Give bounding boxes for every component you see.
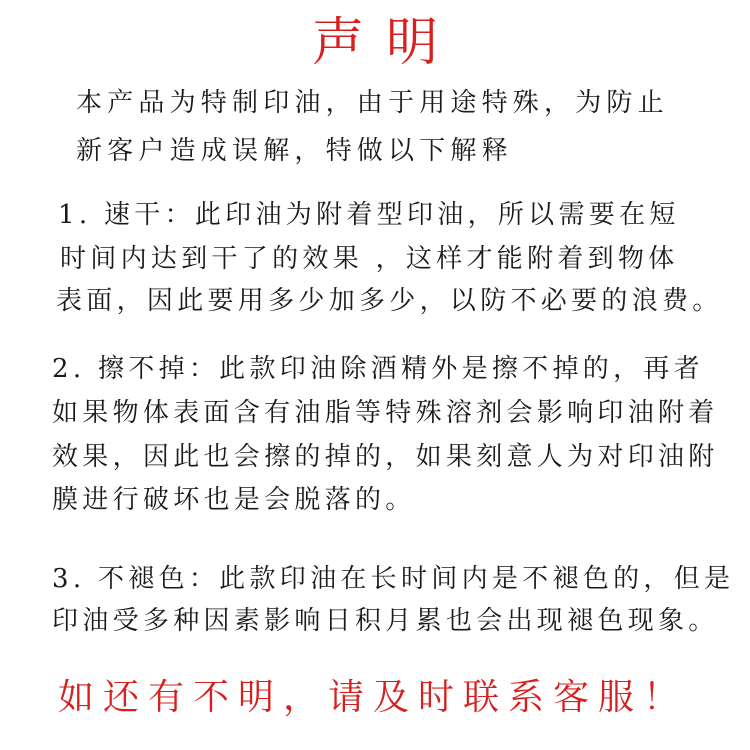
- notice-title: 声明: [311, 13, 460, 73]
- section3-line-2: 印油受多种因素影响日积月累也会出现褪色现象。: [52, 606, 719, 636]
- section1-line-2: 时间内达到干了的效果 ，这样才能附着到物体: [60, 244, 679, 274]
- section2-line-1: 2. 擦不掉：此款印油除酒精外是擦不掉的，再者: [52, 354, 704, 384]
- section2-line-3: 效果，因此也会擦的掉的，如果刻意人为对印油附: [52, 442, 719, 472]
- intro-line-2: 新客户造成误解，特做以下解释: [76, 136, 513, 166]
- intro-line-1: 本产品为特制印油，由于用途特殊，为防止: [76, 88, 669, 118]
- section1-line-3: 表面，因此要用多少加多少，以防不必要的浪费。: [56, 286, 723, 316]
- section1-line-1: 1. 速干：此印油为附着型印油，所以需要在短: [58, 200, 680, 230]
- section2-line-2: 如果物体表面含有油脂等特殊溶剂会影响印油附着: [52, 398, 719, 428]
- section2-line-4: 膜进行破坏也是会脱落的。: [52, 485, 416, 515]
- section3-line-1: 3. 不褪色：此款印油在长时间内是不褪色的，但是: [52, 564, 735, 594]
- contact-notice: 如还有不明，请及时联系客服！: [58, 677, 689, 718]
